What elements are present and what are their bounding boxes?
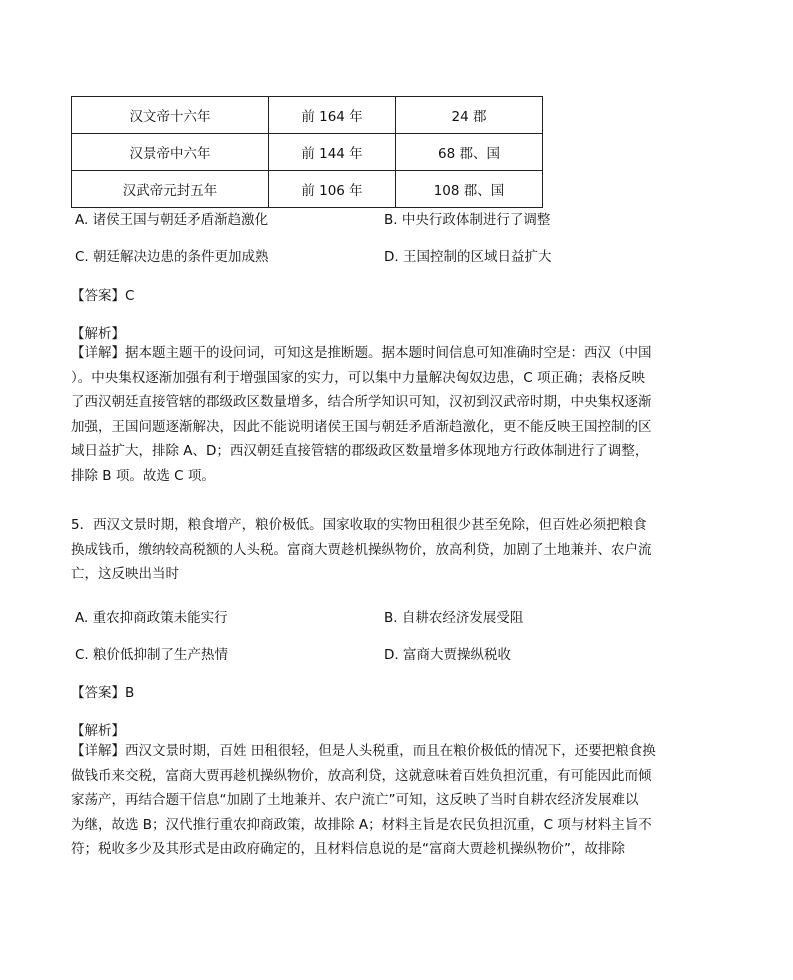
q5-detail-line: 家荡产，再结合题干信息“加剧了土地兼并、农户流亡”可知，这反映了当时自耕农经济发展难以 [71,792,639,809]
table-cell-count: 68 郡、国 [396,134,543,171]
q5-option-c: C. 粮价低抑制了生产热情 [75,647,229,663]
q4-option-c: C. 朝廷解决边患的条件更加成熟 [75,249,269,265]
table-cell-year: 前 144 年 [269,134,396,171]
table-cell-period: 汉文帝十六年 [72,97,269,134]
q5-stem-line: 换成钱币，缴纳较高税额的人头税。富商大贾趁机操纵物价，放高利贷，加剧了土地兼并、农户流 [71,541,652,558]
q5-option-b: B. 自耕农经济发展受阻 [384,610,524,626]
table-cell-period: 汉景帝中六年 [72,134,269,171]
q4-option-b: B. 中央行政体制进行了调整 [384,212,551,228]
q4-detail-line: ）。中央集权逐渐加强有利于增强国家的实力，可以集中力量解决匈奴边患，C 项正确；表格反映 [71,369,645,386]
q5-stem-line: 亡，这反映出当时 [71,566,179,583]
data-table [71,96,543,208]
table-row [72,134,543,171]
table-cell-year: 前 164 年 [269,97,396,134]
q4-detail-line: 排除 B 项。故选 C 项。 [71,467,215,484]
q5-answer: 【答案】B [71,685,135,701]
q5-detail-line: 为继，故选 B；汉代推行重农抑商政策，故排除 A；材料主旨是农民负担沉重，C 项与材料主旨不 [71,816,652,833]
q4-detail-line: 域日益扩大，排除 A、D；西汉朝廷直接管辖的郡级政区数量增多体现地方行政体制进行了调整， [71,443,649,460]
table-cell-count: 24 郡 [396,97,543,134]
q5-stem-line: 5．西汉文景时期，粮食增产，粮价极低。国家收取的实物田租很少甚至免除，但百姓必须把粮食 [71,517,647,533]
table-row [72,97,543,134]
q5-option-a: A. 重农抑商政策未能实行 [75,610,228,626]
table-cell-period: 汉武帝元封五年 [72,171,269,208]
table-row [72,171,543,208]
table-cell-count: 108 郡、国 [396,171,543,208]
q5-option-d: D. 富商大贾操纵税收 [384,647,511,663]
q5-detail [71,739,675,862]
q4-detail-line: 加强，王国问题逐渐解决，因此不能说明诸侯王国与朝廷矛盾渐趋激化，更不能反映王国控制的区 [71,418,652,435]
q5-detail-line: 符；税收多少及其形式是由政府确定的，且材料信息说的是“富商大贾趁机操纵物价”，故排除 [71,841,625,858]
q4-answer: 【答案】C [71,288,135,304]
q4-detail [71,341,675,489]
q5-detail-line: 做钱币来交税，富商大贾再趁机操纵物价，放高利贷，这就意味着百姓负担沉重，有可能因此而倾 [71,767,652,784]
table-cell-year: 前 106 年 [269,171,396,208]
q4-detail-line: 【详解】据本题主题干的设问词，可知这是推断题。据本题时间信息可知准确时空是：西汉（中国 [71,345,652,361]
q4-option-d: D. 王国控制的区域日益扩大 [384,249,552,265]
q5-analysis-label: 【解析】 [71,723,125,739]
q4-option-a: A. 诸侯王国与朝廷矛盾渐趋激化 [75,212,269,228]
q5-detail-line: 【详解】西汉文景时期，百姓 田租很轻，但是人头税重，而且在粮价极低的情况下，还要把粮食换 [71,743,656,759]
q4-detail-line: 了西汉朝廷直接管辖的郡级政区数量增多，结合所学知识可知，汉初到汉武帝时期，中央集权逐渐 [71,394,652,411]
q4-analysis-label: 【解析】 [71,326,125,342]
q5-stem [71,513,675,587]
